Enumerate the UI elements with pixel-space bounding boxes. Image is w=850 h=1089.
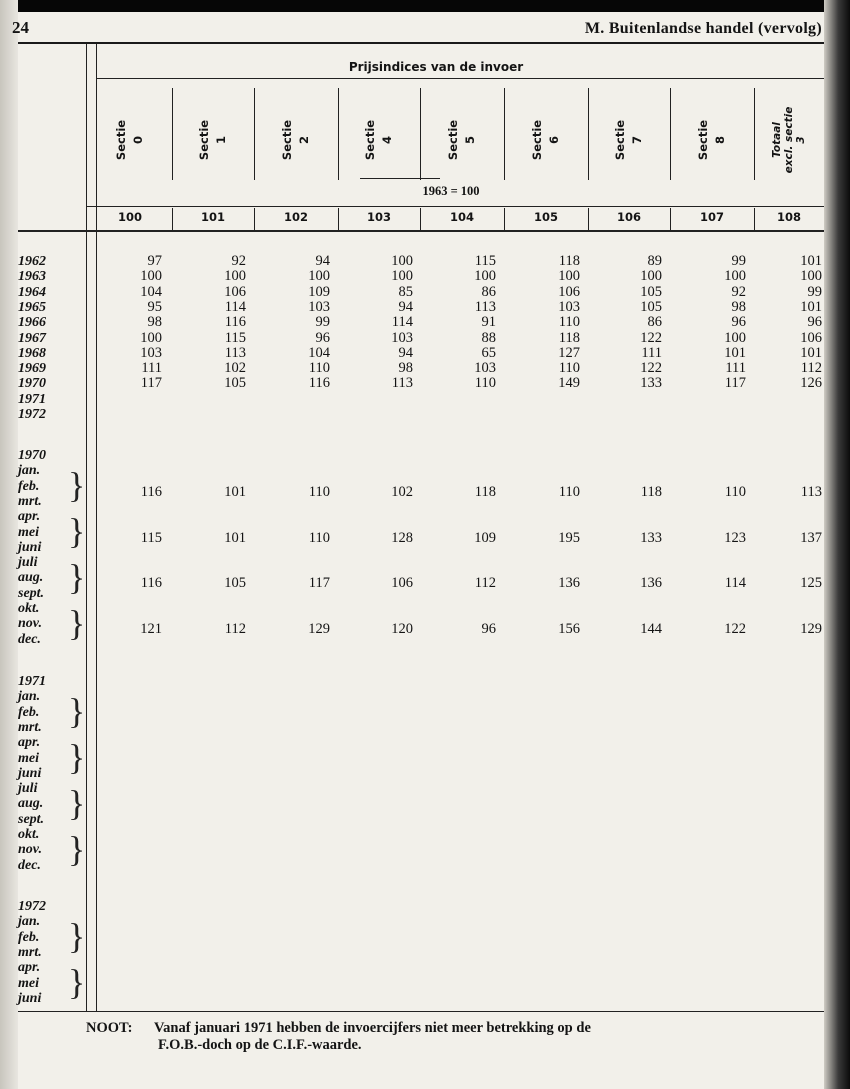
table-cell: 101: [224, 483, 246, 500]
table-cell: 101: [724, 344, 746, 361]
quarter-brace: }: [68, 916, 86, 957]
table-cell: 122: [640, 360, 662, 377]
month-label: apr.: [18, 735, 41, 751]
month-label: sept.: [18, 811, 45, 827]
column-rule: [504, 208, 505, 230]
table-cell: 98: [147, 314, 162, 331]
month-label: juni: [18, 990, 42, 1006]
table-cell: 115: [224, 329, 246, 346]
quarter-brace: }: [68, 557, 86, 598]
column-rule: [588, 208, 589, 230]
table-cell: 100: [640, 268, 662, 285]
table-cell: 106: [224, 283, 246, 300]
table-cell: 117: [140, 375, 162, 392]
table-cell: 100: [474, 268, 496, 285]
month-label: juni: [18, 765, 42, 781]
quarter-brace: }: [68, 465, 86, 506]
table-cell: 122: [640, 329, 662, 346]
month-label: mei: [18, 524, 39, 540]
column-number: 108: [776, 210, 801, 224]
table-cell: 100: [224, 268, 246, 285]
table-cell: 118: [640, 483, 662, 500]
month-label: apr.: [18, 960, 41, 976]
table-cell: 109: [308, 283, 330, 300]
label-column-rule: [86, 44, 87, 1012]
table-cell: 117: [724, 375, 746, 392]
group-title-rule: [96, 78, 824, 79]
column-number: 103: [366, 210, 391, 224]
table-cell: 95: [147, 298, 162, 315]
quarter-brace: }: [68, 783, 86, 824]
column-rule: [754, 88, 755, 180]
column-rule: [420, 88, 421, 180]
table-cell: 110: [308, 483, 330, 500]
base-year-label: 1963 = 100: [422, 184, 480, 198]
table-cell: 94: [315, 253, 330, 269]
column-rule: [254, 208, 255, 230]
column-rule: [504, 88, 505, 180]
year-label: 1972: [18, 407, 46, 422]
table-cell: 96: [481, 621, 496, 638]
table-cell: 136: [558, 575, 580, 592]
table-cell: 91: [481, 314, 496, 331]
table-cell: 101: [800, 253, 822, 269]
quarter-brace: }: [68, 829, 86, 869]
column-number: 104: [449, 210, 474, 224]
table-cell: 115: [140, 529, 162, 546]
column-header-label: Sectie 2: [280, 119, 311, 161]
table-cell: 112: [800, 360, 822, 377]
column-header: [670, 100, 754, 180]
header-bottom-rule: [18, 230, 824, 232]
column-rule: [670, 208, 671, 230]
column-header: [88, 100, 172, 180]
table-cell: 118: [558, 329, 580, 346]
table-cell: 136: [640, 575, 662, 592]
table-cell: 105: [224, 575, 246, 592]
table-cell: 92: [231, 253, 246, 269]
month-label: jan.: [18, 463, 41, 479]
table-cell: 104: [308, 344, 330, 361]
table-cell: 126: [800, 375, 822, 392]
column-number: 105: [533, 210, 558, 224]
column-number-rule: [86, 206, 824, 207]
table-cell: 137: [800, 529, 822, 546]
table-cell: 105: [224, 375, 246, 392]
scan-left-edge: [0, 0, 18, 1089]
table-cell: 101: [224, 529, 246, 546]
quarter-brace: }: [68, 962, 86, 1003]
running-title: M. Buitenlandse handel (vervolg): [584, 20, 822, 37]
month-label: mei: [18, 750, 39, 766]
quarter-brace: }: [68, 691, 86, 732]
month-label: jan.: [18, 689, 41, 705]
footnote: [86, 1020, 591, 1054]
table-cell: 103: [140, 344, 162, 361]
column-header: [504, 100, 588, 180]
table-cell: 113: [391, 375, 413, 392]
column-rule: [754, 208, 755, 230]
table-cell: 99: [315, 314, 330, 331]
table-cell: 100: [724, 268, 746, 285]
table-cell: 114: [391, 314, 413, 331]
year-label: 1965: [18, 299, 46, 315]
table-cell: 113: [474, 298, 496, 315]
month-label: juli: [18, 555, 38, 571]
month-label: feb.: [18, 929, 40, 945]
page-number: 24: [12, 18, 29, 37]
table-cell: 111: [641, 344, 662, 361]
block-year-label: 1972: [18, 899, 46, 914]
quarter-brace: }: [68, 603, 86, 643]
table-cell: 111: [725, 360, 746, 377]
table-group-title: Prijsindices van de invoer: [348, 60, 524, 74]
table-cell: 129: [800, 621, 822, 638]
table-cell: 133: [640, 529, 662, 546]
column-rule: [172, 208, 173, 230]
table-cell: 103: [474, 360, 496, 377]
table-cell: 110: [558, 483, 580, 500]
table-cell: 156: [558, 621, 580, 638]
month-label: okt.: [18, 601, 40, 616]
column-number: 107: [699, 210, 724, 224]
quarter-brace: }: [68, 511, 86, 552]
table-cell: 104: [140, 283, 162, 300]
month-label: juni: [18, 539, 42, 555]
column-rule: [588, 88, 589, 180]
table-cell: 127: [558, 344, 580, 361]
column-rule: [420, 208, 421, 230]
month-label: nov.: [18, 842, 42, 858]
month-label: aug.: [18, 570, 44, 586]
table-cell: 97: [147, 253, 162, 269]
table-cell: 110: [558, 360, 580, 377]
table-cell: 103: [391, 329, 413, 346]
table-cell: 105: [640, 283, 662, 300]
table-cell: 149: [558, 375, 580, 392]
table-cell: 110: [558, 314, 580, 331]
label-column-rule: [96, 44, 97, 1012]
table-cell: 117: [308, 575, 330, 592]
column-number: 102: [283, 210, 308, 224]
column-header-label: Sectie 4: [363, 119, 394, 161]
table-cell: 118: [474, 483, 496, 500]
table-cell: 195: [558, 529, 580, 546]
table-cell: 101: [800, 298, 822, 315]
table-cell: 100: [724, 329, 746, 346]
table-cell: 110: [474, 375, 496, 392]
table-cell: 122: [724, 621, 746, 638]
table-cell: 118: [558, 253, 580, 269]
column-header-label: Sectie 1: [197, 119, 228, 161]
column-number: 101: [200, 210, 225, 224]
table-bottom-rule: [18, 1011, 824, 1012]
quarter-brace: }: [68, 737, 86, 778]
table-cell: 110: [724, 483, 746, 500]
column-rule: [670, 88, 671, 180]
column-header-label: Sectie 0: [114, 119, 145, 161]
table-cell: 129: [308, 621, 330, 638]
table-cell: 128: [391, 529, 413, 546]
column-header: [588, 100, 670, 180]
table-cell: 110: [308, 360, 330, 377]
table-cell: 116: [140, 575, 162, 592]
month-label: jan.: [18, 914, 41, 930]
table-cell: 94: [398, 298, 413, 315]
block-year-label: 1971: [18, 674, 46, 689]
column-header: [254, 100, 338, 180]
footnote-line-1: Vanaf januari 1971 hebben de invoercijfers niet meer betrekking op de: [154, 1020, 591, 1036]
table-cell: 105: [640, 298, 662, 315]
block-year-label: 1970: [18, 448, 46, 463]
table-cell: 86: [647, 314, 662, 331]
table-cell: 133: [640, 375, 662, 392]
month-label: dec.: [18, 857, 41, 873]
table-cell: 113: [800, 483, 822, 500]
table-cell: 111: [141, 360, 162, 377]
table-cell: 92: [731, 283, 746, 300]
column-header: [754, 100, 824, 180]
table-cell: 98: [731, 298, 746, 315]
header-rule: [18, 42, 824, 44]
table-cell: 113: [224, 344, 246, 361]
month-label: mrt.: [18, 493, 42, 509]
table-cell: 100: [140, 329, 162, 346]
table-cell: 103: [308, 298, 330, 315]
month-label: mrt.: [18, 944, 42, 960]
month-label: feb.: [18, 478, 40, 494]
year-label: 1962: [18, 254, 46, 269]
table-cell: 102: [224, 360, 246, 377]
column-number: 100: [117, 210, 142, 224]
scan-right-edge: [824, 0, 850, 1089]
table-cell: 112: [474, 575, 496, 592]
month-label: feb.: [18, 704, 40, 720]
table-cell: 125: [800, 575, 822, 592]
table-cell: 116: [224, 314, 246, 331]
year-label: 1971: [18, 391, 46, 407]
column-header-label: Totaal excl. sectie 3: [771, 106, 807, 174]
table-cell: 144: [640, 621, 662, 638]
footnote-label: NOOT:: [86, 1020, 133, 1036]
table-cell: 106: [800, 329, 822, 346]
month-label: mrt.: [18, 719, 42, 735]
table-cell: 86: [481, 283, 496, 300]
column-rule: [254, 88, 255, 180]
basis-rule: [360, 178, 440, 179]
table-cell: 110: [308, 529, 330, 546]
column-header: [338, 100, 420, 180]
table-cell: 89: [647, 253, 662, 269]
year-label: 1968: [18, 345, 46, 361]
month-label: aug.: [18, 796, 44, 812]
table-cell: 94: [398, 344, 413, 361]
year-label: 1967: [18, 330, 46, 346]
column-header-label: Sectie 7: [613, 119, 644, 161]
table-cell: 100: [308, 268, 330, 285]
table-cell: 96: [807, 314, 822, 331]
year-label: 1964: [18, 284, 46, 300]
table-cell: 96: [315, 329, 330, 346]
column-header-label: Sectie 6: [530, 119, 561, 161]
scan-top-border: [0, 0, 850, 12]
table-cell: 99: [731, 253, 746, 269]
table-cell: 88: [481, 329, 496, 346]
table-cell: 114: [724, 575, 746, 592]
column-number: 106: [616, 210, 641, 224]
column-header-label: Sectie 8: [696, 119, 727, 161]
table-cell: 100: [558, 268, 580, 285]
table-cell: 102: [391, 483, 413, 500]
month-label: dec.: [18, 631, 41, 647]
table-cell: 98: [398, 360, 413, 377]
table-cell: 100: [140, 268, 162, 285]
column-rule: [172, 88, 173, 180]
table-cell: 120: [391, 621, 413, 638]
month-label: apr.: [18, 509, 41, 525]
table-cell: 100: [391, 268, 413, 285]
month-label: nov.: [18, 616, 42, 632]
table-cell: 121: [140, 621, 162, 638]
column-rule: [338, 208, 339, 230]
table-cell: 100: [800, 268, 822, 285]
month-label: sept.: [18, 585, 45, 601]
table-cell: 103: [558, 298, 580, 315]
table-cell: 114: [224, 298, 246, 315]
table-cell: 85: [398, 283, 413, 300]
column-rule: [338, 88, 339, 180]
table-cell: 109: [474, 529, 496, 546]
year-label: 1963: [18, 269, 46, 285]
table-cell: 106: [391, 575, 413, 592]
table-cell: 116: [140, 483, 162, 500]
table-cell: 100: [391, 253, 413, 269]
column-header: [420, 100, 504, 180]
table-cell: 101: [800, 344, 822, 361]
column-header: [172, 100, 254, 180]
table-cell: 123: [724, 529, 746, 546]
footnote-line-2: F.O.B.-doch op de C.I.F.-waarde.: [158, 1037, 362, 1053]
column-header-label: Sectie 5: [446, 119, 477, 161]
table-cell: 96: [731, 314, 746, 331]
year-label: 1970: [18, 376, 46, 392]
month-label: juli: [18, 781, 38, 797]
table-cell: 99: [807, 283, 822, 300]
table-cell: 115: [474, 253, 496, 269]
month-label: mei: [18, 975, 39, 991]
month-label: okt.: [18, 827, 40, 842]
table-cell: 65: [481, 344, 496, 361]
table-cell: 116: [308, 375, 330, 392]
table-cell: 106: [558, 283, 580, 300]
table-cell: 112: [224, 621, 246, 638]
year-label: 1966: [18, 315, 46, 331]
year-label: 1969: [18, 361, 46, 377]
